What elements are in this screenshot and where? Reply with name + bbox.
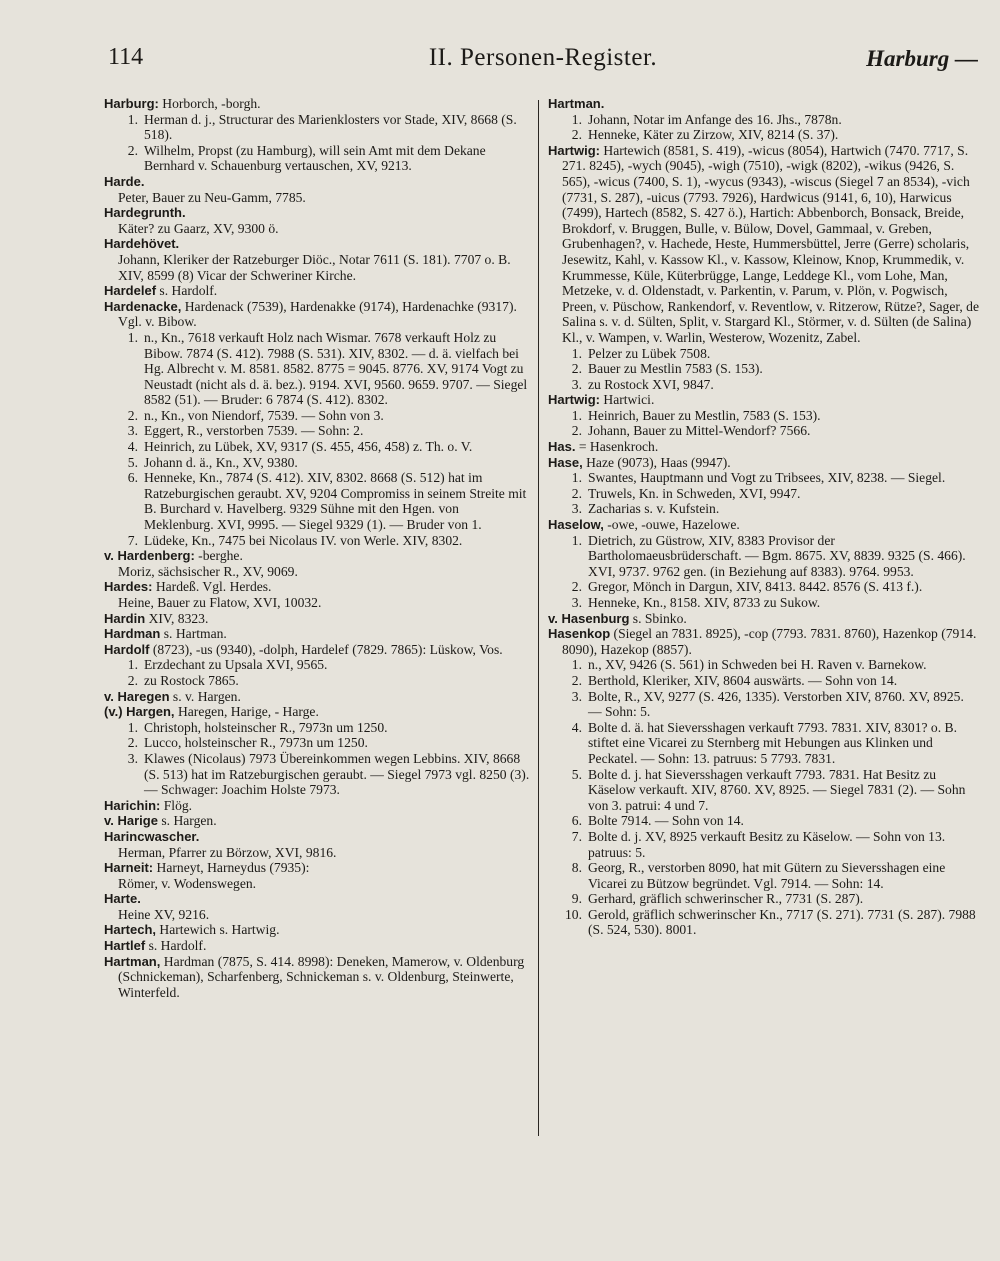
register-entry [104, 174, 530, 205]
entry-item [548, 907, 980, 938]
item-number: 1. [127, 329, 138, 345]
entry-headline [104, 174, 530, 190]
register-entry [104, 813, 530, 829]
entry-headword: Hardes: [104, 579, 153, 595]
entry-headline [104, 579, 530, 595]
item-text: Gerhard, gräflich schwerinscher R., 7731 (S. 287). [588, 891, 864, 907]
entry-headline [104, 829, 530, 845]
entry-headline [104, 938, 530, 954]
register-entry [104, 96, 530, 174]
entry-headword: v. Haregen [104, 688, 170, 704]
item-text: Pelzer zu Lübek 7508. [588, 345, 711, 361]
item-number: 7. [127, 532, 138, 548]
entry-headline [104, 283, 530, 299]
item-number: 6. [571, 813, 582, 829]
entry-variants: Hartewich (8581, S. 419), -wicus (8054), Hartwich (7470. 7717, S. 271. 8245), -wych (9045), -wigh (7510), -wigk (8202), -wikus (9426, S. 565), -wicus (7400, S. 1), -wycus (9343), -wiscus (Siegel 7 an 8534), -vich (7731, S. 287), -uicus (7793. 7926), Hardwicus (9141, 6, 10), Harwicus (7499), Hartech (8582, S. 427 ö.), Hartich: Abbenborch, Bonsack, Breide, Brokdorf, v. Bruggen, Bulle, v. Bülow, Dovel, Gammaal, v. Greben, Grubenhagen?, v. Hachede, Heste, Hummersbüttel, Jerre (Gerre) scholaris, Jesewitz, Kahl, v. Kassow Kl., v. Kassow, Kleinow, Knop, Krummedik, v. Krummesse, Küle, Küterbrügge, Lange, Leddege Kl., vom Lohe, Man, Metzeke, v. d. Oldenstadt, v. Parkentin, v. Parum, v. Plön, v. Pogwisch, Preen, v. Püschow, Rankendorf, v. Reventlow, v. Ritzerow, Rütze?, Sager, de Salina s. v. d. Sülten, Split, v. Stargard Kl., Störmer, v. d. Sülten (de Salina) Kl., v. Wampen, v. Warlin, Westerow, Wozenitz, Zabel. [562, 142, 979, 345]
entry-headword: Harneit: [104, 860, 154, 876]
entry-headline [548, 96, 980, 112]
entry-variants: Hardenack (7539), Hardenakke (9174), Hardenachke (9317). Vgl. v. Bibow. [118, 298, 517, 330]
item-text: Truwels, Kn. in Schweden, XVI, 9947. [588, 485, 801, 501]
item-number: 1. [571, 407, 582, 423]
item-number: 1. [127, 719, 138, 735]
entry-headword: (v.) Hargen, [104, 704, 175, 720]
entry-variants: Haze (9073), Haas (9947). [582, 454, 731, 470]
entry-headword: Hardehövet. [104, 236, 180, 252]
entry-headword: Harincwascher. [104, 828, 200, 844]
register-entry [104, 829, 530, 860]
left-column [104, 96, 530, 1000]
entry-variants: (Siegel an 7831. 8925), -cop (7793. 7831. 8760), Hazenkop (7914. 8090), Hazekop (8857). [562, 626, 977, 657]
entry-item [104, 330, 530, 408]
item-text: Herman d. j., Structurar des Marienklosters vor Stade, XIV, 8668 (S. 518). [144, 111, 517, 143]
entry-headline [104, 642, 530, 658]
entry-item [548, 501, 980, 517]
entry-headline [104, 860, 530, 876]
register-entry [104, 548, 530, 579]
entry-item [548, 486, 980, 502]
item-text: Eggert, R., verstorben 7539. — Sohn: 2. [144, 423, 364, 439]
register-entry [104, 860, 530, 891]
item-number: 5. [127, 454, 138, 470]
item-text: Gregor, Mönch in Dargun, XIV, 8413. 8442. 8576 (S. 413 f.). [588, 579, 923, 595]
entry-variants: XIV, 8323. [145, 610, 209, 626]
item-number: 4. [127, 439, 138, 455]
entry-item [548, 470, 980, 486]
entry-variants: Horborch, -borgh. [158, 96, 261, 111]
entry-headline [548, 455, 980, 471]
entry-variants: s. Sbinko. [629, 610, 687, 626]
item-text: Erzdechant zu Upsala XVI, 9565. [144, 657, 328, 673]
entry-variants: s. Hargen. [157, 813, 217, 829]
register-entry [104, 938, 530, 954]
entry-item [548, 673, 980, 689]
item-number: 1. [571, 345, 582, 361]
item-number: 10. [565, 906, 582, 922]
register-entry [104, 798, 530, 814]
item-text: Bolte d. j. XV, 8925 verkauft Besitz zu Käselow. — Sohn von 13. patruus: 5. [588, 828, 946, 860]
entry-item [104, 720, 530, 736]
item-text: n., XV, 9426 (S. 561) in Schweden bei H. Raven v. Barnekow. [588, 657, 927, 673]
register-entry [104, 579, 530, 610]
page-title: II. Personen-Register. [428, 44, 658, 71]
item-text: Bolte 7914. — Sohn von 14. [588, 813, 744, 829]
item-number: 2. [127, 735, 138, 751]
register-entry [548, 455, 980, 517]
entry-item [548, 720, 980, 767]
register-entry [548, 517, 980, 611]
item-number: 2. [127, 407, 138, 423]
item-text: Johann, Bauer zu Mittel-Wendorf? 7566. [588, 423, 811, 439]
register-entry [104, 642, 530, 689]
item-text: Johann, Notar im Anfange des 16. Jhs., 7878n. [588, 111, 842, 127]
item-text: zu Rostock 7865. [144, 672, 239, 688]
entry-description: Heine XV, 9216. [118, 906, 210, 922]
entry-variants: (8723), -us (9340), -dolph, Hardelef (7829. 7865): Lüskow, Vos. [149, 641, 503, 657]
entry-item [548, 767, 980, 814]
entry-headword: Harburg: [104, 96, 159, 111]
item-number: 3. [127, 750, 138, 766]
entry-headword: Harte. [104, 891, 141, 907]
register-entry [104, 954, 530, 1001]
entry-headline [104, 891, 530, 907]
item-text: Henneke, Kn., 7874 (S. 412). XIV, 8302. 8668 (S. 512) hat im Ratzeburgischen geraubt. XV, 9204 Compromiss in seinem Streite mit B. Burchard v. Havelberg. 9329 Sühne mit den Hgen. von Meklenburg. XVI, 9995. — Siegel 9329 (1). — Bruder von 1. [144, 470, 527, 533]
entry-variants: s. v. Hargen. [169, 688, 241, 704]
item-number: 9. [571, 891, 582, 907]
entry-headword: v. Harige [104, 813, 158, 829]
item-text: Lucco, holsteinscher R., 7973n um 1250. [144, 735, 368, 751]
entry-item [104, 423, 530, 439]
entry-headline [104, 205, 530, 221]
entry-headword: Harichin: [104, 797, 161, 813]
item-number: 4. [571, 719, 582, 735]
item-number: 2. [571, 672, 582, 688]
entry-headword: Hardegrunth. [104, 205, 186, 221]
item-text: Heinrich, Bauer zu Mestlin, 7583 (S. 153). [588, 407, 821, 423]
item-number: 3. [571, 376, 582, 392]
register-entry [104, 283, 530, 299]
entry-item [104, 143, 530, 174]
item-text: n., Kn., 7618 verkauft Holz nach Wismar. 7678 verkauft Holz zu Bibow. 7874 (S. 412). 7988 (S. 531). XIV, 8302. — d. ä. vielfach bei Hg. Albrecht v. M. 8581. 8582. 8775 = 9045. 8776. XV, 9174 Vogt zu Neustadt (nicht als d. ä. bez.). 9194. XVI, 9560. 9659. 9707. — Siegel 8582 (51). — Bruder: 6 7874 (S. 412). 8302. [144, 329, 528, 408]
entry-headline [104, 96, 530, 112]
item-number: 1. [571, 532, 582, 548]
entry-item [548, 829, 980, 860]
entry-headword: Harde. [104, 173, 145, 189]
entry-headword: Hardolf [104, 641, 150, 657]
entry-headword: Has. [548, 439, 576, 455]
entry-headline [548, 626, 980, 657]
entry-item [548, 860, 980, 891]
entry-headline [104, 299, 530, 330]
register-entry [104, 922, 530, 938]
entry-headline [548, 439, 980, 455]
entry-headline [548, 611, 980, 627]
entry-variants: = Hasenkroch. [575, 439, 659, 455]
right-column [548, 96, 980, 938]
entry-item [104, 470, 530, 532]
entry-headword: v. Hasenburg [548, 610, 630, 626]
item-text: Henneke, Käter zu Zirzow, XIV, 8214 (S. 37). [588, 127, 839, 143]
register-entry [548, 143, 980, 393]
item-number: 1. [127, 657, 138, 673]
entry-headline [104, 611, 530, 627]
item-number: 8. [571, 860, 582, 876]
register-entry [104, 626, 530, 642]
entry-description: Herman, Pfarrer zu Börzow, XVI, 9816. [118, 844, 337, 860]
entry-item [104, 533, 530, 549]
entry-headword: Hardelef [104, 283, 157, 299]
register-entry [548, 96, 980, 143]
item-text: Gerold, gräflich schwerinscher Kn., 7717 (S. 271). 7731 (S. 287). 7988 (S. 524, 530). 8001. [588, 906, 976, 938]
column-divider [538, 100, 539, 1136]
entry-variants: -berghe. [194, 548, 243, 564]
entry-variants: Harneyt, Harneydus (7935): [153, 860, 310, 876]
entry-headword: Hartech, [104, 922, 157, 938]
entry-variants: -owe, -ouwe, Hazelowe. [603, 517, 740, 533]
entry-headword: Hartlef [104, 938, 146, 954]
entry-variants: Hardeß. Vgl. Herdes. [152, 579, 272, 595]
item-number: 3. [571, 688, 582, 704]
entry-headline [104, 236, 530, 252]
entry-headword: Hase, [548, 454, 583, 470]
entry-description: Käter? zu Gaarz, XV, 9300 ö. [118, 220, 279, 236]
item-number: 1. [571, 470, 582, 486]
item-text: Bolte d. ä. hat Sieversshagen verkauft 7793. 7831. XIV, 8301? o. B. stiftet eine Vicarei zu Sternberg mit Hebungen aus Klinken und Peckatel. — Sohn: 13. patruus: 5 7793. 7831. [588, 719, 957, 766]
entry-headword: Hasenkop [548, 626, 611, 642]
item-text: Bolte, R., XV, 9277 (S. 426, 1335). Verstorben XIV, 8760. XV, 8925. — Sohn: 5. [588, 688, 964, 720]
entry-headline [104, 798, 530, 814]
item-text: Georg, R., verstorben 8090, hat mit Gütern zu Sieversshagen eine Vicarei zu Bützow begründet. Vgl. 7914. — Sohn: 14. [588, 860, 946, 891]
entry-headline [104, 813, 530, 829]
register-entry [104, 891, 530, 922]
item-text: Heinrich, zu Lübek, XV, 9317 (S. 455, 456, 458) z. Th. o. V. [144, 439, 473, 455]
entry-item [548, 657, 980, 673]
entry-variants: s. Hartman. [160, 626, 227, 642]
entry-headword: Hardin [104, 610, 146, 626]
entry-item [104, 657, 530, 673]
entry-item [548, 595, 980, 611]
entry-variants: s. Hardolf. [145, 938, 207, 954]
entry-headword: Hartman, [104, 953, 161, 969]
item-number: 3. [571, 501, 582, 517]
register-entry [104, 689, 530, 705]
entry-item [548, 813, 980, 829]
entry-headline [104, 548, 530, 564]
item-number: 3. [127, 423, 138, 439]
entry-headword: v. Hardenberg: [104, 548, 195, 564]
item-text: Johann d. ä., Kn., XV, 9380. [144, 454, 298, 470]
entry-variants: Haregen, Harige, - Harge. [174, 704, 319, 720]
running-head: Harburg — [866, 46, 978, 71]
entry-headline [104, 626, 530, 642]
item-number: 1. [571, 657, 582, 673]
item-number: 5. [571, 766, 582, 782]
entry-item [104, 735, 530, 751]
item-number: 2. [127, 142, 138, 158]
entry-item [548, 377, 980, 393]
register-entry [104, 236, 530, 283]
register-entry [548, 392, 980, 439]
item-text: Bolte d. j. hat Sieversshagen verkauft 7793. 7831. Hat Besitz zu Käselow verkauft. XIV, 8760. XV, 8925. — Siegel 7831 (2). — Sohn von 3. patrui: 4 und 7. [588, 766, 966, 813]
item-text: Henneke, Kn., 8158. XIV, 8733 zu Sukow. [588, 595, 821, 610]
item-text: n., Kn., von Niendorf, 7539. — Sohn von 3. [144, 407, 384, 423]
item-text: zu Rostock XVI, 9847. [588, 376, 714, 392]
item-number: 1. [127, 111, 138, 127]
item-text: Bauer zu Mestlin 7583 (S. 153). [588, 361, 763, 377]
register-entry [104, 704, 530, 798]
item-text: Dietrich, zu Güstrow, XIV, 8383 Provisor der Bartholomaeusbrüderschaft. — Bgm. 8675. XV, 8839. 9325 (S. 466). XVI, 9737. 9762 gen. (in Beziehung auf 8383). 9764. 9953. [588, 532, 966, 579]
item-text: Wilhelm, Propst (zu Hamburg), will sein Amt mit dem Dekane Bernhard v. Schauenburg vertauschen, XV, 9213. [144, 142, 486, 174]
entry-headline [104, 922, 530, 938]
entry-item [548, 579, 980, 595]
entry-headline [104, 954, 530, 1001]
entry-description: Peter, Bauer zu Neu-Gamm, 7785. [118, 189, 306, 205]
register-entry [548, 626, 980, 938]
entry-item [548, 346, 980, 362]
item-number: 2. [571, 423, 582, 439]
item-number: 2. [571, 361, 582, 377]
entry-item [548, 361, 980, 377]
entry-item [548, 891, 980, 907]
item-number: 2. [571, 579, 582, 595]
entry-variants: Hardman (7875, S. 414. 8998): Deneken, Mamerow, v. Oldenburg (Schnickeman), Scharfenberg, Schnickeman s. v. Oldenburg, Steinwerte, Winterfeld. [118, 953, 525, 1000]
entry-description: Heine, Bauer zu Flatow, XVI, 10032. [118, 595, 322, 610]
item-text: Zacharias s. v. Kufstein. [588, 501, 720, 517]
entry-item [104, 751, 530, 798]
entry-headword: Hartwig: [548, 142, 600, 158]
entry-variants: Flög. [160, 797, 193, 813]
register-entry [548, 439, 980, 455]
item-number: 6. [127, 470, 138, 486]
entry-item [104, 439, 530, 455]
item-number: 2. [571, 127, 582, 143]
entry-variants: Hartewich s. Hartwig. [156, 922, 280, 938]
entry-headline [104, 689, 530, 705]
item-text: Berthold, Kleriker, XIV, 8604 auswärts. — Sohn von 14. [588, 672, 898, 688]
page-number: 114 [108, 44, 144, 70]
register-entry [104, 299, 530, 549]
register-entry [104, 205, 530, 236]
entry-headword: Haselow, [548, 517, 604, 533]
entry-variants: Hartwici. [600, 392, 655, 408]
entry-item [104, 455, 530, 471]
item-text: Klawes (Nicolaus) 7973 Übereinkommen wegen Lebbins. XIV, 8668 (S. 513) hat im Ratzeburgischen geraubt. — Siegel 7973 vgl. 8250 (3). — Schwager: Joachim Holste 7973. [144, 750, 530, 798]
entry-item [104, 408, 530, 424]
entry-item [548, 423, 980, 439]
item-number: 2. [571, 485, 582, 501]
entry-variants: s. Hardolf. [156, 283, 218, 299]
item-number: 3. [571, 595, 582, 610]
entry-headline [548, 517, 980, 533]
entry-item [104, 673, 530, 689]
register-entry [548, 611, 980, 627]
entry-item [548, 408, 980, 424]
entry-headword: Hardman [104, 626, 161, 642]
entry-headline [548, 392, 980, 408]
entry-headline [548, 143, 980, 346]
page-header [108, 44, 978, 84]
entry-headword: Hartman. [548, 96, 605, 111]
register-entry [104, 611, 530, 627]
entry-headline [104, 704, 530, 720]
item-number: 2. [127, 672, 138, 688]
entry-item [548, 533, 980, 580]
item-number: 7. [571, 828, 582, 844]
item-text: Christoph, holsteinscher R., 7973n um 1250. [144, 719, 388, 735]
entry-item [104, 112, 530, 143]
item-text: Swantes, Hauptmann und Vogt zu Tribsees, XIV, 8238. — Siegel. [588, 470, 946, 486]
entry-item [548, 112, 980, 128]
entry-headword: Hartwig: [548, 392, 600, 408]
item-number: 1. [571, 111, 582, 127]
item-text: Lüdeke, Kn., 7475 bei Nicolaus IV. von Werle. XIV, 8302. [144, 532, 463, 548]
entry-description: Johann, Kleriker der Ratzeburger Diöc., Notar 7611 (S. 181). 7707 o. B. XIV, 8599 (8) Vicar der Schweriner Kirche. [118, 251, 511, 283]
entry-description: Moriz, sächsischer R., XV, 9069. [118, 563, 298, 579]
entry-description: Römer, v. Wodenswegen. [118, 875, 257, 891]
entry-item [548, 689, 980, 720]
entry-item [548, 127, 980, 143]
entry-headword: Hardenacke, [104, 298, 182, 314]
